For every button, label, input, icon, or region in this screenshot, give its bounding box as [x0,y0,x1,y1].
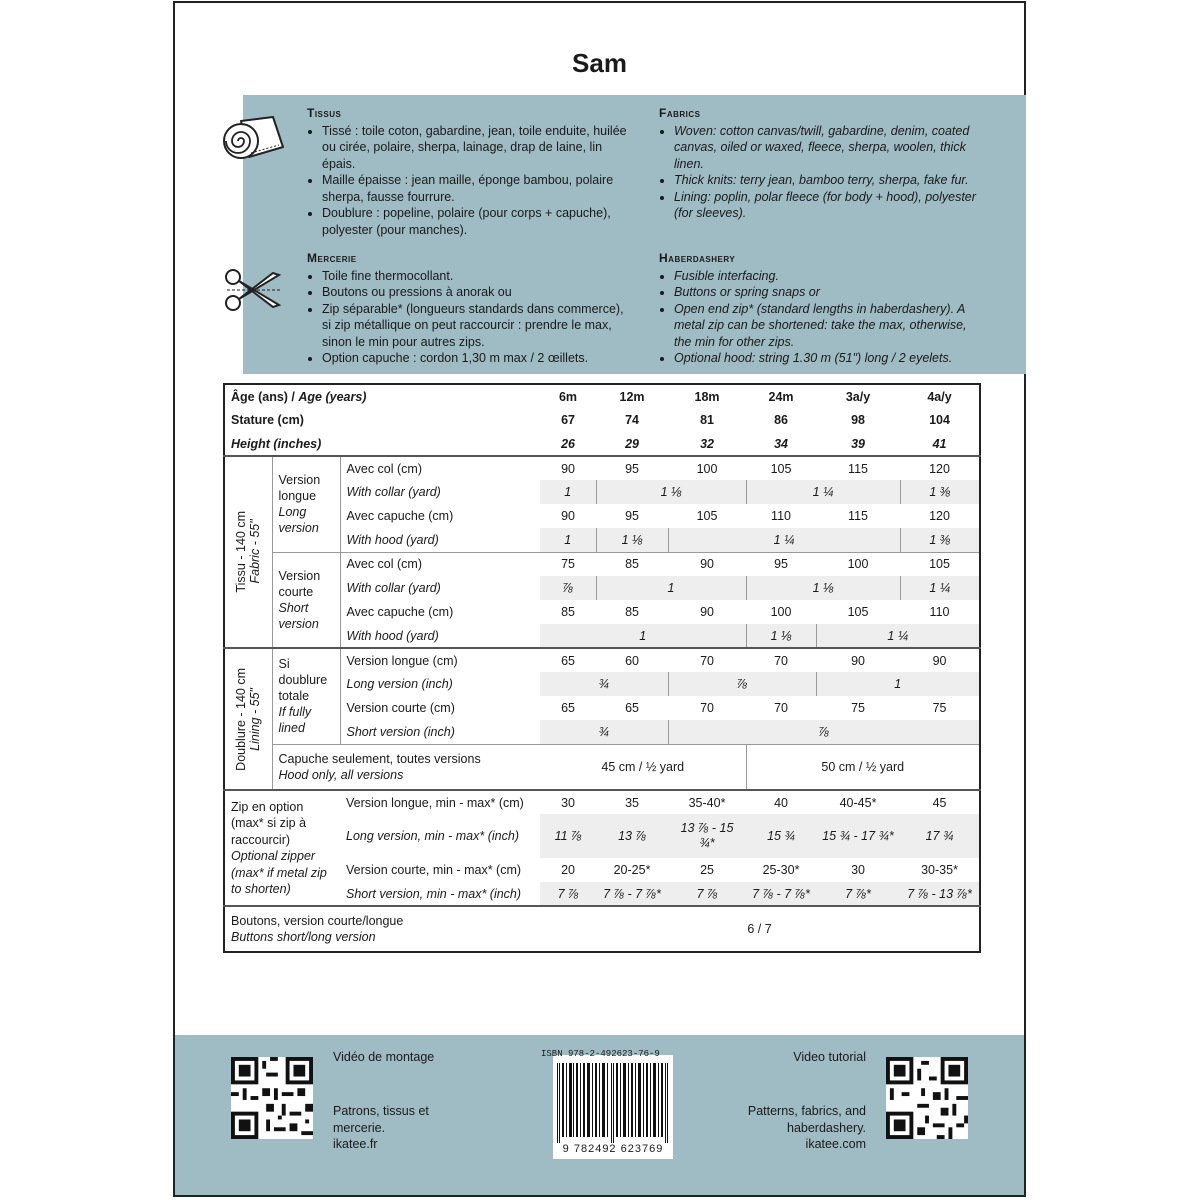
long-version-label: Version longue Long version [272,456,340,552]
table-row [224,744,980,790]
table-cell: 6m [558,389,578,404]
fabrics-en-heading: Fabrics [659,106,701,120]
row-label: Avec capuche (cm) [340,600,540,624]
table-cell: 7 ⅞ - 7 ⅞* [596,882,668,906]
table-cell: 70 [774,701,788,715]
notions-en [659,250,981,381]
table-cell: 86 [774,413,788,427]
table-row [224,432,980,456]
table-cell: 30-35* [921,863,958,877]
row-label: Version longue, min - max* (cm) [340,790,540,814]
list-item: • Toile fine thermocollant. [322,268,629,285]
qr-code-en-icon [886,1057,968,1139]
table-cell: ⅞ [668,672,816,696]
video-label-fr: Vidéo de montage [333,1050,435,1064]
short-version-label: Version courte Short version [272,552,340,648]
table-cell: 34 [774,436,788,451]
table-cell: 7 ⅞ - 13 ⅞* [900,882,980,906]
table-row [224,906,980,952]
table-cell: ¾ [540,720,668,744]
table-cell: 4a/y [927,389,952,404]
row-label: With collar (yard) [340,576,540,600]
table-cell: 35-40* [668,790,746,814]
table-cell: 15 ¾ - 17 ¾* [816,814,900,858]
row-label: Short version (inch) [340,720,540,744]
list-item: • Maille épaisse : jean maille, éponge bambou, polaire sherpa, fausse fourrure. [322,172,629,205]
table-cell: 12m [619,389,645,404]
table-cell: 1 ¼ [668,528,900,552]
table-cell: 75 [932,701,947,715]
table-cell: 65 [625,701,639,715]
list-item: • Optional hood: string 1.30 m (51") long / 2 eyelets. [674,350,981,367]
pattern-back-cover [173,1,1026,1197]
table-cell: 74 [625,413,639,427]
table-cell: 105 [847,605,869,619]
table-cell: 70 [700,701,714,715]
table-row [224,408,980,432]
table-cell: 1 ⅜ [900,528,980,552]
list-item: • Fusible interfacing. [674,268,981,285]
table-cell: 1 [596,576,746,600]
table-cell: 90 [561,509,575,523]
table-cell: 3a/y [845,389,871,404]
table-cell: 75 [540,552,596,576]
table-cell: 11 ⅞ [540,814,596,858]
shop-text-fr: Patrons, tissus et mercerie. ikatee.fr [333,1104,429,1151]
table-cell: 104 [929,413,950,427]
table-cell: 1 ⅛ [746,576,900,600]
table-cell: 32 [700,436,714,451]
table-cell: 18m [694,389,720,404]
table-row [224,456,980,480]
scissors-icon [223,267,283,313]
height-label: Height (inches) [231,436,322,451]
table-cell: 1 ⅛ [596,528,668,552]
table-cell: 40-45* [816,790,900,814]
fabric-group-label: Tissu - 140 cm Fabric - 55" [224,456,272,648]
table-cell: 120 [900,456,980,480]
fabric-roll-icon [221,113,287,163]
table-cell: 100 [770,605,792,619]
table-cell: 120 [929,509,950,523]
table-cell: 90 [540,456,596,480]
table-cell: 30 [851,863,865,877]
row-label: With hood (yard) [340,528,540,552]
table-cell: 1 ¼ [816,624,980,648]
table-cell: 1 [816,672,980,696]
table-cell: 39 [851,436,865,451]
table-cell: 100 [816,552,900,576]
table-cell: 95 [746,552,816,576]
barcode-bars-icon [557,1063,669,1143]
row-label: Version courte, min - max* (cm) [346,863,522,877]
list-item: • Lining: poplin, polar fleece (for body + hood), polyester (for sleeves). [674,189,981,222]
barcode-number: 9 782492 623769 [562,1143,664,1155]
row-label: With collar (yard) [340,480,540,504]
list-item: • Doublure : popeline, polaire (pour corps + capuche), polyester (pour manches). [322,205,629,238]
table-cell: 1 [540,528,596,552]
table-cell: 90 [900,648,980,672]
table-cell: 105 [696,509,718,523]
list-item: • Thick knits: terry jean, bamboo terry, sherpa, fake fur. [674,172,981,189]
table-cell: 67 [561,413,575,427]
table-cell: 100 [668,456,746,480]
buttons-label: Boutons, version courte/longue Buttons short/long version [224,906,540,952]
row-label: Version courte (cm) [340,696,540,720]
table-cell: 1 ¼ [746,480,900,504]
list-item: • Tissé : toile coton, gabardine, jean, toile enduite, huilée ou cirée, polaire, sherpa, lainage, drap de laine, lin épais. [322,123,629,173]
list-item: • Boutons ou pressions à anorak ou [322,284,629,301]
isbn-text: ISBN 978-2-492623-76-9 [541,1049,660,1059]
list-item: • Buttons or spring snaps or [674,284,981,301]
barcode [541,1049,673,1159]
row-label: With hood (yard) [340,624,540,648]
fabrics-en [659,105,981,236]
table-cell: 95 [596,456,668,480]
table-cell: 65 [540,648,596,672]
table-cell: 25 [700,863,714,877]
table-row [224,552,980,576]
notions-fr [307,250,629,381]
notions-en-heading: Haberdashery [659,251,736,265]
table-cell: 1 ¼ [900,576,980,600]
table-row [224,790,980,814]
table-cell: 7 ⅞* [816,882,900,906]
row-label: Avec capuche (cm) [340,504,540,528]
size-chart-table [223,383,981,953]
table-cell: 85 [561,605,575,619]
row-label: Version longue (cm) [340,648,540,672]
list-item: • Option capuche : cordon 1,30 m max / 2 œillets. [322,350,629,367]
table-cell: 90 [816,648,900,672]
table-cell: 75 [851,701,865,715]
shop-text-en: Patterns, fabrics, and haberdashery. ikatee.com [747,1104,866,1151]
table-cell: 85 [625,605,639,619]
table-cell: 110 [929,605,950,619]
table-cell: 45 [900,790,980,814]
table-cell: 65 [561,701,575,715]
lining-group-label: Doublure - 140 cm Lining - 55" [224,648,272,790]
table-cell: 95 [625,509,639,523]
table-cell: 15 ¾ [746,814,816,858]
table-cell: 1 ⅛ [596,480,746,504]
age-label: Âge (ans) / Age (years) [231,389,367,404]
table-cell: 70 [668,648,746,672]
table-cell: ⅞ [540,576,596,600]
video-label-en: Video tutorial [793,1050,866,1064]
hood-only-label: Capuche seulement, toutes versions Hood only, all versions [272,744,540,790]
table-cell: 17 ¾ [900,814,980,858]
table-cell: 7 ⅞ [540,882,596,906]
table-cell: 26 [561,436,575,451]
lining-sub-label: Si doublure totale If fully lined [272,648,340,744]
table-cell: 24m [768,389,794,404]
table-cell: 105 [746,456,816,480]
table-cell: 85 [596,552,668,576]
table-cell: 1 [540,480,596,504]
buttons-value: 6 / 7 [540,906,980,952]
table-cell: 20 [561,863,575,877]
page-title: Sam [572,48,627,78]
list-item: • Open end zip* (standard lengths in haberdashery). A metal zip can be shortened: take the max, otherwise, the min for other zips. [674,301,981,351]
table-cell: 90 [700,605,714,619]
row-label: Short version, min - max* (inch) [346,886,522,901]
table-cell: 35 [596,790,668,814]
table-cell: 7 ⅞ - 7 ⅞* [746,882,816,906]
table-cell: 1 [540,624,746,648]
table-cell: 50 cm / ½ yard [746,744,980,790]
table-cell: 81 [700,413,714,427]
table-cell: 13 ⅞ - 15 ¾* [668,814,746,858]
table-cell: 7 ⅞ [668,882,746,906]
row-label: Avec col (cm) [340,456,540,480]
fabrics-fr [307,105,629,252]
materials-band [243,95,1026,374]
table-row [224,648,980,672]
table-cell: 60 [596,648,668,672]
footer-band [175,1035,1024,1195]
table-cell: 1 ⅛ [746,624,816,648]
notions-fr-heading: Mercerie [307,251,357,265]
list-item: • Woven: cotton canvas/twill, gabardine, denim, coated canvas, oiled or waxed, fleece, sherpa, woolen, thick linen. [674,123,981,173]
table-cell: ⅞ [668,720,980,744]
table-cell: 20-25* [613,863,651,877]
fabrics-fr-heading: Tissus [307,106,342,120]
table-row [224,384,980,408]
table-cell: 25-30* [762,863,800,877]
table-cell: 115 [816,456,900,480]
table-cell: 13 ⅞ [596,814,668,858]
stature-label: Stature (cm) [231,413,304,427]
table-cell: ¾ [540,672,668,696]
qr-code-fr-icon [231,1057,313,1139]
zip-label: Zip en option (max* si zip à raccourcir) Optional zipper (max* if metal zip to shorten) [224,790,340,906]
table-cell: 1 ⅜ [900,480,980,504]
table-cell: 105 [900,552,980,576]
table-cell: 40 [746,790,816,814]
table-cell: 41 [932,436,947,451]
table-cell: 98 [851,413,865,427]
row-label: Long version, min - max* (inch) [346,829,519,843]
row-label: Long version (inch) [340,672,540,696]
table-cell: 90 [668,552,746,576]
table-cell: 29 [625,436,639,451]
row-label: Avec col (cm) [340,552,540,576]
table-cell: 30 [540,790,596,814]
list-item: • Zip séparable* (longueurs standards dans commerce), si zip métallique on peut raccourcir : prendre le max, sinon le min pour autres zips. [322,301,629,351]
table-cell: 115 [848,509,868,523]
table-cell: 110 [771,509,791,523]
table-cell: 70 [746,648,816,672]
table-cell: 45 cm / ½ yard [540,744,746,790]
